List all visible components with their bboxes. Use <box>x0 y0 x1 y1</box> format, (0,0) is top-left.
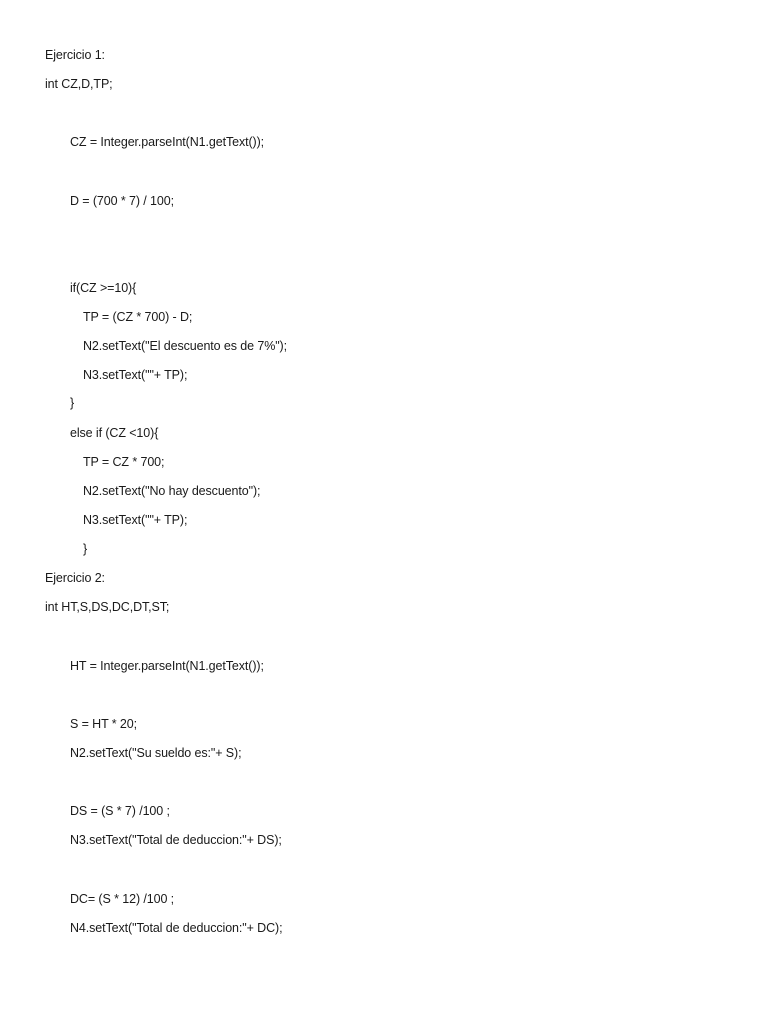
code-line: D = (700 * 7) / 100; <box>70 194 174 208</box>
code-line: N2.setText("Su sueldo es:"+ S); <box>70 746 242 760</box>
exercise-2-heading: Ejercicio 2: <box>45 571 105 585</box>
code-line: N4.setText("Total de deduccion:"+ DC); <box>70 921 283 935</box>
code-line: HT = Integer.parseInt(N1.getText()); <box>70 659 264 673</box>
code-line: N2.setText("El descuento es de 7%"); <box>83 339 287 353</box>
code-line: } <box>83 542 88 556</box>
code-line: S = HT * 20; <box>70 717 138 731</box>
code-line: DS = (S * 7) /100 ; <box>70 804 170 818</box>
exercise-1-heading: Ejercicio 1: <box>45 48 105 62</box>
code-line: N3.setText(""+ TP); <box>83 368 188 382</box>
code-line: N3.setText(""+ TP); <box>83 513 188 527</box>
code-line: int CZ,D,TP; <box>45 77 113 91</box>
code-line: DC= (S * 12) /100 ; <box>70 892 175 906</box>
code-line: if(CZ >=10){ <box>70 281 137 295</box>
code-line: CZ = Integer.parseInt(N1.getText()); <box>70 135 265 149</box>
code-line: } <box>70 396 75 410</box>
code-line: TP = CZ * 700; <box>83 455 165 469</box>
code-line: else if (CZ <10){ <box>70 426 159 440</box>
code-line: int HT,S,DS,DC,DT,ST; <box>45 600 170 614</box>
code-line: N2.setText("No hay descuento"); <box>83 484 261 498</box>
code-line: TP = (CZ * 700) - D; <box>83 310 193 324</box>
code-line: N3.setText("Total de deduccion:"+ DS); <box>70 833 282 847</box>
